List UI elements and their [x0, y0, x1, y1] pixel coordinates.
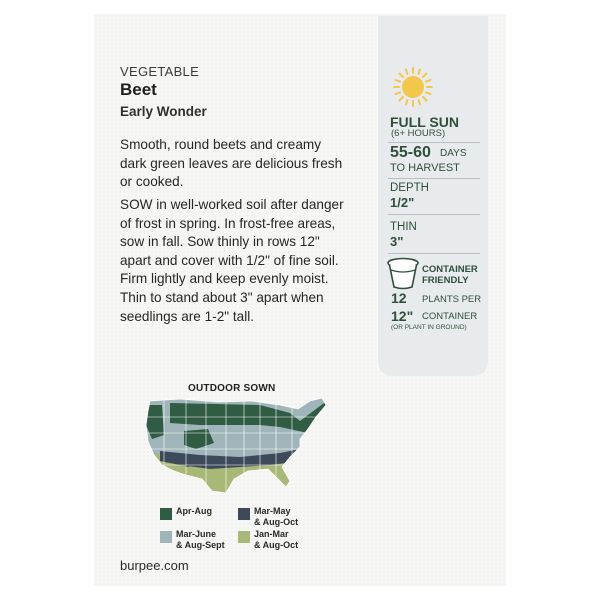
- us-sowing-zone-map: [140, 395, 340, 503]
- divider: [388, 253, 480, 254]
- map-title: OUTDOOR SOWN: [188, 383, 276, 394]
- divider: [388, 178, 480, 179]
- harvest-label: TO HARVEST: [390, 162, 460, 174]
- plant-title: Beet: [120, 80, 157, 99]
- container-note: (OR PLANT IN GROUND): [391, 324, 467, 331]
- container-size: 12": [391, 308, 414, 324]
- harvest-days-unit: DAYS: [440, 148, 467, 159]
- legend-label-mar-may: Mar-May & Aug-Oct: [254, 506, 299, 527]
- container-label-line2: FRIENDLY: [422, 275, 469, 286]
- thin-value: 3": [390, 234, 404, 249]
- legend-swatch-apr-aug: [160, 508, 172, 520]
- container-label-line1: CONTAINER: [422, 264, 478, 275]
- category-label: VEGETABLE: [120, 64, 200, 79]
- legend-label-apr-aug: Apr-Aug: [176, 506, 212, 516]
- plants-count: 12: [391, 290, 407, 306]
- container-pot-icon: [385, 257, 421, 291]
- sun-label: FULL SUN: [390, 114, 459, 130]
- legend-swatch-mar-june: [160, 531, 172, 543]
- harvest-days-value: 55-60: [390, 144, 431, 161]
- legend-swatch-mar-may: [238, 508, 250, 520]
- legend-swatch-jan-mar: [238, 531, 250, 543]
- legend-label-mar-june: Mar-June & Aug-Sept: [176, 529, 225, 550]
- sun-hours: (6+ HOURS): [391, 128, 446, 139]
- plants-per-label: PLANTS PER: [422, 294, 482, 305]
- thin-label: THIN: [390, 221, 417, 233]
- website-url: burpee.com: [120, 558, 189, 573]
- sun-icon: [392, 66, 434, 108]
- depth-value: 1/2": [390, 195, 415, 210]
- divider: [388, 214, 480, 215]
- container-word: CONTAINER: [422, 311, 478, 322]
- divider: [388, 142, 480, 143]
- sowing-instructions: SOW in well-worked soil after danger of frost in spring. In frost-free areas, sow in fall. Sow thinly in rows 12" apart and cover with 1/2" of fine soil. Firm lightly and keep evenly moist. Thin to stand about 3" apart when seedlings are 1-2" tall.: [120, 197, 344, 324]
- depth-label: DEPTH: [390, 182, 429, 194]
- plant-description: Smooth, round beets and creamy dark green leaves are delicious fresh or cooked.: [120, 137, 343, 190]
- variety-name: Early Wonder: [120, 104, 207, 119]
- legend-label-jan-mar: Jan-Mar & Aug-Oct: [254, 529, 299, 550]
